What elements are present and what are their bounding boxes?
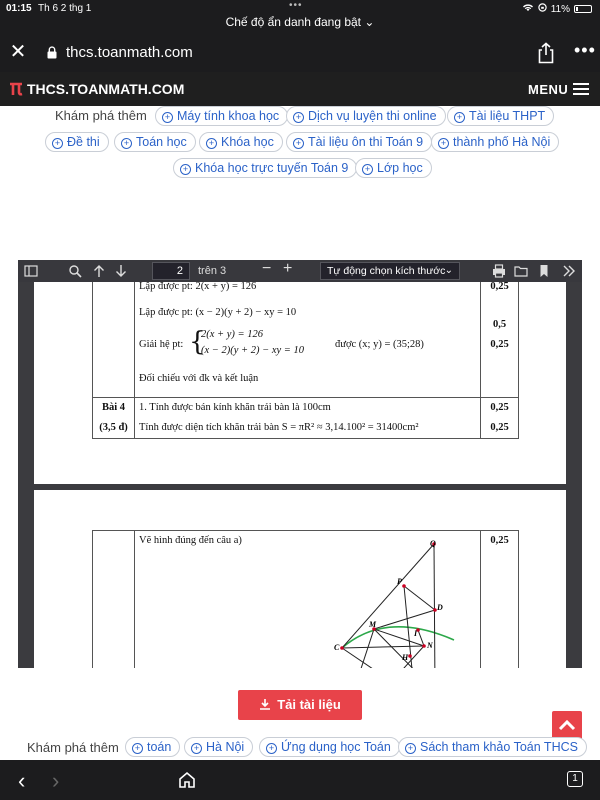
incognito-mode-label[interactable] [0, 15, 600, 29]
table-row [93, 282, 519, 398]
geometry-figure [324, 540, 484, 668]
plus-circle-icon: + [180, 164, 191, 175]
doc-text: được (x; y) = (35;28) [335, 339, 424, 350]
site-logo-text[interactable]: THCS.TOANMATH.COM [27, 81, 185, 97]
tag-chip[interactable] [125, 737, 180, 757]
tag-label: Khóa học trực tuyến Toán 9 [195, 161, 349, 175]
doc-line: Tính được diện tích khăn trải bàn S = πR² ≈ 3,14.100² = 31400cm² [139, 422, 419, 433]
doc-line: Đối chiếu với đk và kết luận [139, 373, 259, 384]
more-options-icon[interactable]: ••• [574, 40, 596, 60]
tag-chip[interactable] [184, 737, 253, 757]
plus-circle-icon: + [121, 138, 132, 149]
pdf-viewer[interactable] [18, 282, 582, 668]
arrow-up-icon[interactable] [92, 264, 106, 278]
point-label: P [397, 577, 402, 586]
plus-circle-icon: + [362, 164, 373, 175]
zoom-in-icon[interactable]: + [283, 260, 293, 277]
sidebar-toggle-icon[interactable] [24, 264, 38, 278]
tag-label: Tài liệu ôn thi Toán 9 [308, 135, 424, 149]
home-icon[interactable] [178, 771, 196, 789]
download-label: Tải tài liệu [277, 697, 341, 712]
tag-chip[interactable] [199, 132, 283, 152]
plus-circle-icon: + [52, 138, 63, 149]
doc-line: 1. Tính được bán kính khăn trải bàn là 100cm [139, 402, 331, 413]
explore-label: Khám phá thêm [55, 108, 147, 123]
plus-circle-icon: + [191, 743, 202, 754]
point-label: I [414, 629, 418, 638]
arrow-down-icon[interactable] [114, 264, 128, 278]
wifi-icon [522, 3, 534, 15]
status-bar [0, 0, 600, 34]
plus-circle-icon: + [454, 112, 465, 123]
point-label: Q [430, 540, 436, 548]
tag-chip[interactable] [286, 106, 446, 126]
zoom-out-icon[interactable]: − [262, 260, 272, 277]
tag-chip[interactable] [398, 737, 587, 757]
battery-icon [574, 5, 592, 13]
table-cell [93, 282, 135, 398]
plus-circle-icon: + [206, 138, 217, 149]
point-label: N [427, 641, 433, 650]
equation-line: (x − 2)(y + 2) − xy = 10 [201, 345, 304, 356]
table-cell [93, 531, 135, 669]
tag-label: Sách tham khảo Toán THCS [420, 740, 578, 754]
tag-label: Lớp học [377, 161, 423, 175]
tag-chip[interactable] [447, 106, 554, 126]
menu-label[interactable]: MENU [528, 82, 569, 97]
incognito-mode-text: Chế độ ẩn danh đang bật [225, 15, 362, 29]
tag-label: toán [147, 740, 172, 754]
page-count-label: trên 3 [198, 265, 227, 277]
chevron-down-icon: ⌄ [444, 265, 453, 276]
table-cell [93, 398, 135, 439]
tag-chip[interactable] [355, 158, 432, 178]
tag-label: Dịch vụ luyện thi online [308, 109, 437, 123]
tag-label: Máy tính khoa học [177, 109, 280, 123]
problem-points: (3,5 đ) [99, 422, 128, 433]
score: 0,25 [490, 402, 509, 413]
equation-line: 2(x + y) = 126 [201, 329, 263, 340]
plus-circle-icon: + [438, 138, 449, 149]
hamburger-menu-icon[interactable] [573, 83, 589, 95]
plus-circle-icon: + [293, 112, 304, 123]
point-label: M [369, 620, 377, 629]
plus-circle-icon: + [132, 743, 143, 754]
equation-system [139, 327, 480, 367]
point-label: C [334, 643, 340, 652]
tag-label: Khóa học [221, 135, 274, 149]
chevron-down-icon: ⌄ [364, 15, 375, 29]
status-time: 01:15 [6, 3, 32, 14]
doc-line: Lập được pt: 2(x + y) = 126 [139, 282, 257, 292]
site-header [0, 72, 600, 106]
pi-logo-icon[interactable] [9, 81, 23, 97]
tag-label: thành phố Hà Nội [453, 135, 551, 149]
zoom-select[interactable] [320, 262, 460, 280]
doc-line: Vẽ hình đúng đến câu a) [139, 535, 242, 546]
brace-icon: { [189, 327, 206, 357]
close-tab-button[interactable]: ✕ [9, 41, 27, 63]
tabs-count-icon[interactable]: 1 [567, 771, 583, 787]
tag-chip[interactable] [173, 158, 357, 178]
explore-label: Khám phá thêm [27, 740, 119, 755]
status-right [522, 3, 592, 15]
solution-table [92, 282, 519, 439]
page-number-input[interactable]: 2 [152, 262, 190, 280]
browser-url-bar [0, 34, 600, 72]
plus-circle-icon: + [162, 112, 173, 123]
score-cell [481, 398, 519, 439]
tag-chip[interactable] [259, 737, 400, 757]
multitask-dots-icon[interactable]: ••• [289, 0, 303, 11]
status-date: Th 6 2 thg 1 [38, 3, 92, 14]
point-label: H [402, 653, 409, 662]
download-icon [259, 691, 271, 703]
forward-chevron-icon[interactable]: › [52, 768, 60, 793]
score: 0,5 [492, 319, 507, 330]
doc-text: Giải hệ pt: [139, 339, 184, 350]
score-cell [481, 282, 519, 398]
point-label: D [437, 603, 443, 612]
double-chevron-right-icon[interactable] [562, 264, 576, 278]
tag-label: Ứng dụng học Toán [281, 740, 391, 754]
tag-chip[interactable] [114, 132, 196, 152]
print-icon[interactable] [492, 264, 506, 278]
explore-tags [0, 106, 600, 260]
tag-chip[interactable] [155, 106, 288, 126]
browser-bottom-bar [0, 760, 600, 800]
tag-label: Hà Nội [206, 740, 245, 754]
rotation-lock-icon [538, 3, 547, 15]
battery-percent: 11% [550, 3, 570, 15]
back-chevron-icon[interactable]: ‹ [18, 768, 26, 793]
tag-chip[interactable] [286, 132, 432, 152]
table-row [93, 398, 519, 439]
search-icon[interactable] [68, 264, 82, 278]
zoom-select-label: Tự động chọn kích thước [327, 265, 446, 277]
score: 0,25 [490, 282, 509, 292]
score: 0,25 [490, 339, 509, 350]
bookmark-icon[interactable] [537, 264, 551, 278]
tag-label: Toán học [136, 135, 187, 149]
score-cell [481, 531, 519, 669]
tag-label: Tài liệu THPT [469, 109, 546, 123]
score: 0,25 [490, 535, 509, 546]
plus-circle-icon: + [266, 743, 277, 754]
share-icon[interactable] [536, 42, 556, 64]
problem-number: Bài 4 [101, 402, 126, 413]
url-text[interactable]: thcs.toanmath.com [66, 44, 193, 61]
tag-chip[interactable] [431, 132, 559, 152]
lock-icon [47, 46, 57, 59]
pdf-page [34, 490, 566, 668]
plus-circle-icon: + [405, 743, 416, 754]
download-button[interactable] [238, 690, 362, 720]
tag-label: Đề thi [67, 135, 100, 149]
tag-chip[interactable] [45, 132, 109, 152]
table-cell [135, 398, 481, 439]
table-cell [135, 282, 481, 398]
pdf-page [34, 282, 566, 484]
open-file-icon[interactable] [514, 264, 528, 278]
pdf-toolbar [18, 260, 582, 282]
plus-circle-icon: + [293, 138, 304, 149]
score: 0,25 [490, 422, 509, 433]
doc-line: Lập được pt: (x − 2)(y + 2) − xy = 10 [139, 307, 297, 318]
